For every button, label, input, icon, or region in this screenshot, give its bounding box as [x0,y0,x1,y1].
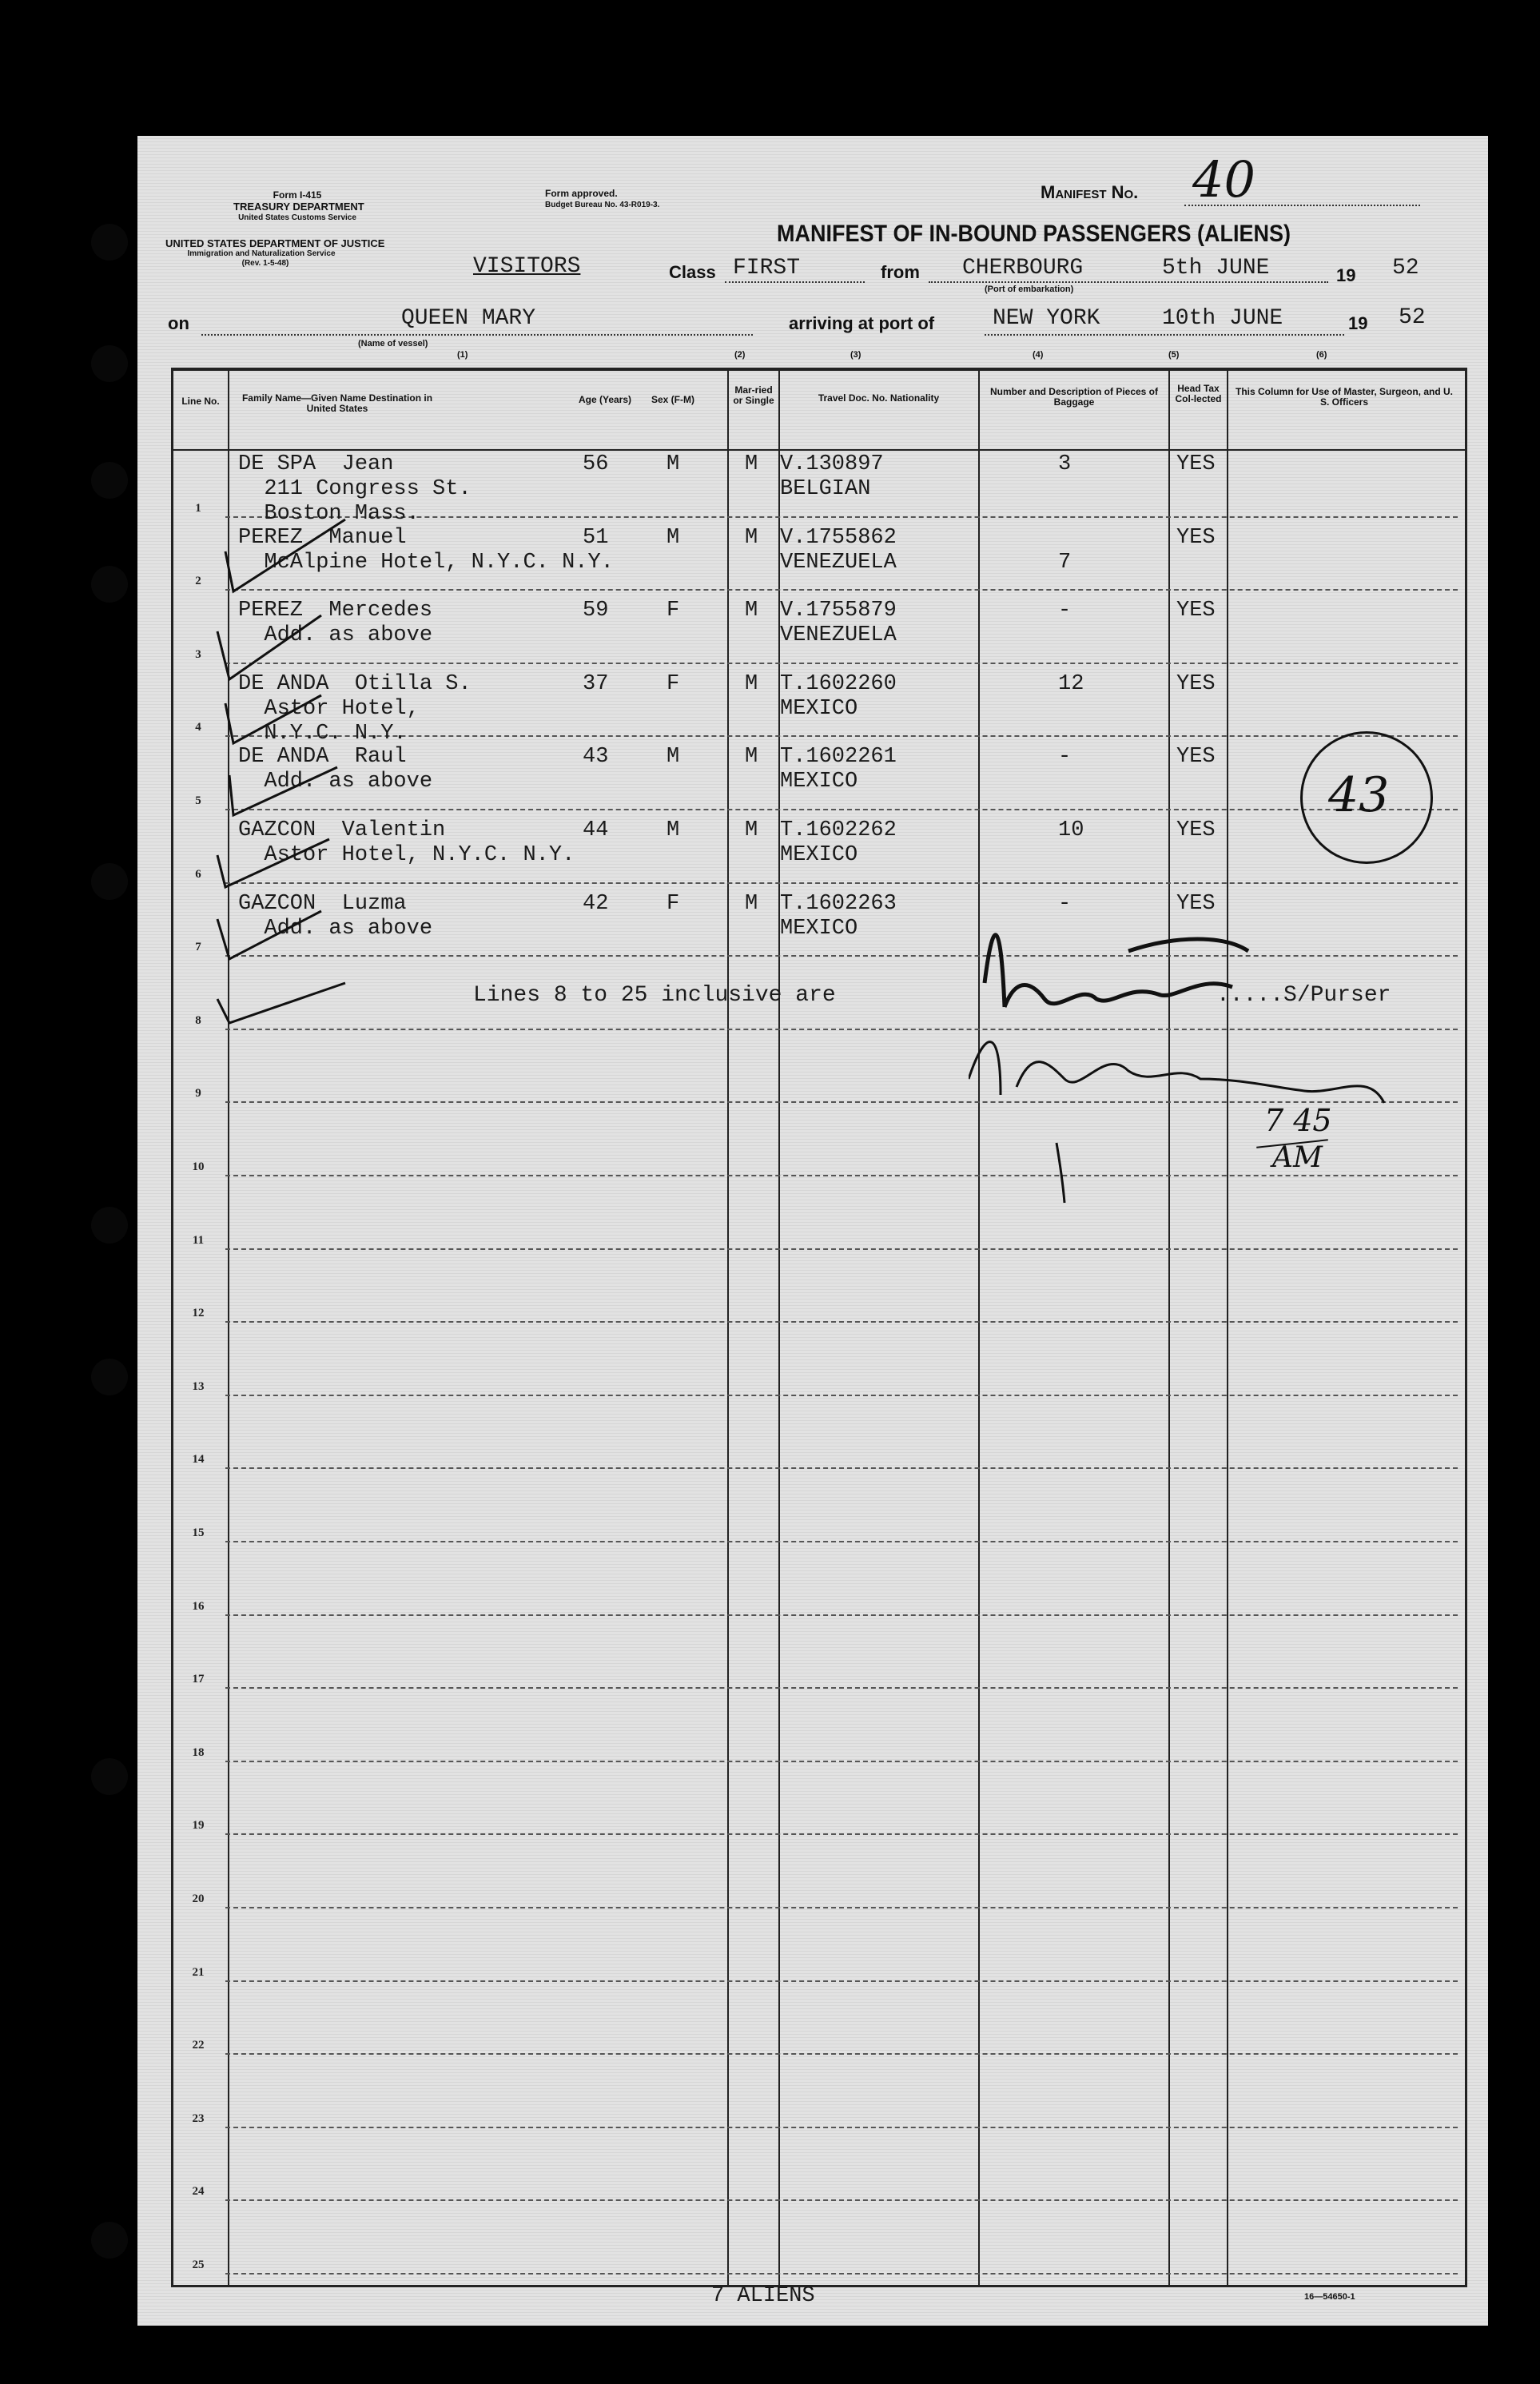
line-number: 1 [195,501,201,515]
travel-doc: V.1755879 [780,599,897,623]
travel-doc: T.1602260 [780,671,897,696]
col-header-sex: Sex (F-M) [651,394,694,405]
budget-bureau: Budget Bureau No. 43-R019-3. [545,201,660,209]
department-of-justice: UNITED STATES DEPARTMENT OF JUSTICE [165,237,385,249]
line-number: 14 [192,1453,205,1467]
line-number: 24 [192,2185,205,2199]
row-divider [225,2199,1458,2201]
vessel-name: QUEEN MARY [401,306,536,331]
line-number: 18 [192,1745,205,1759]
passenger-address: Astor Hotel, N.Y.C. N.Y. [264,696,420,746]
row-divider [225,663,1458,664]
passenger-age: 59 [583,599,609,623]
marital-status: M [745,525,758,550]
departure-date: 5th JUNE [1162,256,1270,281]
col-header-headtax: Head Tax Col-lected [1175,383,1222,404]
punch-hole [91,1359,128,1395]
form-number: Form I-415 [273,189,322,201]
class-label: Class [669,262,716,282]
visitors-label: VISITORS [473,254,581,279]
row-divider [225,1467,1458,1469]
head-tax: YES [1176,452,1216,476]
row-divider [225,589,1458,591]
head-tax: YES [1176,671,1216,696]
row-divider [225,1833,1458,1835]
passenger-sex: F [667,599,680,623]
head-tax: YES [1176,818,1216,842]
marital-status: M [745,452,758,476]
passenger-address: Astor Hotel, N.Y.C. N.Y. [238,843,575,867]
from-label: from [881,262,920,282]
line-number: 5 [195,794,201,807]
row-divider [225,1980,1458,1982]
on-label: on [168,313,189,333]
travel-doc: V.130897 [780,452,884,476]
nationality: BELGIAN [780,477,871,501]
passenger-age: 42 [583,891,609,916]
head-tax: YES [1176,525,1216,550]
print-code: 16—54650-1 [1304,2292,1355,2302]
arrival-port: NEW YORK [993,306,1100,331]
vessel-note: (Name of vessel) [358,339,428,348]
baggage-count: - [1058,745,1072,770]
passenger-name: PEREZ Mercedes [238,599,433,623]
line-number: 19 [192,1819,205,1833]
line-number: 15 [192,1526,205,1539]
row-divider [225,1761,1458,1762]
passenger-age: 37 [583,671,609,696]
punch-hole [91,345,128,382]
row-divider [225,1248,1458,1250]
travel-doc: T.1602262 [780,818,897,842]
marital-status: M [745,599,758,623]
line-number: 16 [192,1599,205,1613]
treasury-department: TREASURY DEPARTMENT [233,201,364,213]
ins-label: Immigration and Naturalization Service [187,249,336,258]
manifest-no-label: Manifest No. [1041,182,1139,202]
line-number: 17 [192,1673,205,1686]
aliens-total: 7 ALIENS [711,2284,815,2308]
arrival-line [985,334,1344,336]
line-number: 12 [192,1307,205,1320]
baggage-count: - [1058,891,1072,916]
baggage-count: 12 [1058,671,1084,696]
from-line [929,281,1328,283]
passenger-name: GAZCON Valentin [238,818,446,842]
column-number: (5) [1168,350,1180,360]
vessel-line [201,334,753,336]
passenger-address: McAlpine Hotel, N.Y.C. N.Y. [238,550,614,575]
punch-hole [91,224,128,261]
nationality: MEXICO [780,696,858,721]
manifest-page [137,136,1488,2326]
class-line [725,281,865,283]
circled-count-value: 43 [1328,767,1390,823]
line-number: 25 [192,2259,205,2271]
baggage-count: 10 [1058,818,1084,842]
purser-signature [969,887,1416,1231]
column-number: (6) [1316,350,1327,360]
passenger-age: 56 [583,452,609,476]
row-divider [225,809,1458,810]
column-number: (2) [734,350,746,360]
row-divider [225,2127,1458,2128]
marital-status: M [745,891,758,916]
passenger-address: Add. as above [238,623,433,648]
line-number: 11 [192,1233,205,1247]
passenger-address: Add. as above [238,770,433,794]
col-header-officers: This Column for Use of Master, Surgeon, and U. S. Officers [1235,386,1454,408]
marital-status: M [745,818,758,842]
passenger-name: GAZCON Luzma [238,891,407,916]
year-prefix-2: 19 [1348,313,1368,333]
passenger-sex: F [667,891,680,916]
marital-status: M [745,745,758,770]
baggage-count: 7 [1058,550,1072,575]
passenger-age: 44 [583,818,609,842]
port-of-embarkation: CHERBOURG [962,256,1084,281]
line-number: 3 [195,647,201,661]
row-divider [225,1907,1458,1908]
passenger-sex: M [667,745,680,770]
passenger-name: PEREZ Manuel [238,525,407,550]
head-tax: YES [1176,745,1216,770]
travel-doc: V.1755862 [780,525,897,550]
line-number: 2 [195,575,201,588]
row-divider [225,2053,1458,2055]
head-tax: YES [1176,599,1216,623]
line-number: 7 [195,941,201,954]
year-2: 52 [1399,305,1426,330]
passenger-address: Add. as above [238,916,433,941]
line-number: 22 [192,2039,205,2052]
purser-label: .....S/Purser [1216,983,1391,1008]
line-number: 10 [192,1160,205,1173]
column-number: (3) [850,350,862,360]
row-divider [225,1614,1458,1616]
line-number: 13 [192,1379,205,1393]
punch-hole [91,863,128,900]
passenger-sex: M [667,452,680,476]
arriving-label: arriving at port of [789,313,935,333]
travel-doc: T.1602261 [780,745,897,770]
line-number: 6 [195,867,201,881]
document-title: MANIFEST OF IN-BOUND PASSENGERS (ALIENS) [777,221,1291,247]
check-marks [185,440,393,1127]
col-header-age: Age (Years) [578,394,632,405]
column-number: (4) [1033,350,1044,360]
col-header-name: Family Name—Given Name Destination in United States [241,392,433,414]
punch-hole [91,2222,128,2259]
passenger-sex: F [667,671,680,696]
nationality: VENEZUELA [780,623,897,648]
col-header-line: Line No. [181,396,220,407]
passenger-name: DE ANDA Raul [238,745,407,770]
punch-hole [91,462,128,499]
marital-status: M [745,671,758,696]
form-approved: Form approved. [545,188,618,199]
line-number: 4 [195,721,201,734]
nationality: VENEZUELA [780,550,897,575]
row-divider [225,1687,1458,1689]
port-note: (Port of embarkation) [985,285,1074,294]
column-number: (1) [457,350,468,360]
revision-label: (Rev. 1-5-48) [241,259,289,268]
baggage-count: 3 [1058,452,1072,476]
line-number: 23 [192,2111,205,2125]
nationality: MEXICO [780,916,858,941]
class-value: FIRST [733,256,801,281]
line-number: 20 [192,1892,205,1905]
punch-hole [91,566,128,603]
row-divider [225,2273,1458,2275]
line-number: 8 [195,1013,201,1027]
punch-hole [91,1758,128,1795]
passenger-sex: M [667,818,680,842]
col-header-married: Mar-ried or Single [733,384,774,406]
time-stamp: 7 45 [1264,1103,1332,1138]
line-number: 9 [195,1087,201,1100]
travel-doc: T.1602263 [780,891,897,916]
row-divider [225,882,1458,884]
passenger-sex: M [667,525,680,550]
lines-inclusive-note: Lines 8 to 25 inclusive are [473,983,836,1008]
row-divider [225,1395,1458,1396]
row-divider [225,1321,1458,1323]
time-ampm: AM [1272,1141,1323,1174]
passenger-name: DE ANDA Otilla S. [238,671,472,696]
nationality: MEXICO [780,770,858,794]
line-number: 21 [192,1965,205,1979]
passenger-name: DE SPA Jean [238,452,394,476]
nationality: MEXICO [780,843,858,867]
col-header-baggage: Number and Description of Pieces of Baggage [989,386,1159,408]
arrival-date: 10th JUNE [1162,306,1283,331]
baggage-count: - [1058,599,1072,623]
customs-service: United States Customs Service [238,213,356,222]
col-header-travel: Travel Doc. No. Nationality [818,392,940,404]
head-tax: YES [1176,891,1216,916]
manifest-no-value: 40 [1192,150,1255,209]
year-1: 52 [1392,256,1419,281]
passenger-age: 43 [583,745,609,770]
passenger-address: 211 Congress St. Boston Mass. [264,477,472,526]
year-prefix-1: 19 [1336,265,1356,285]
row-divider [225,1541,1458,1542]
passenger-age: 51 [583,525,609,550]
punch-hole [91,1207,128,1244]
